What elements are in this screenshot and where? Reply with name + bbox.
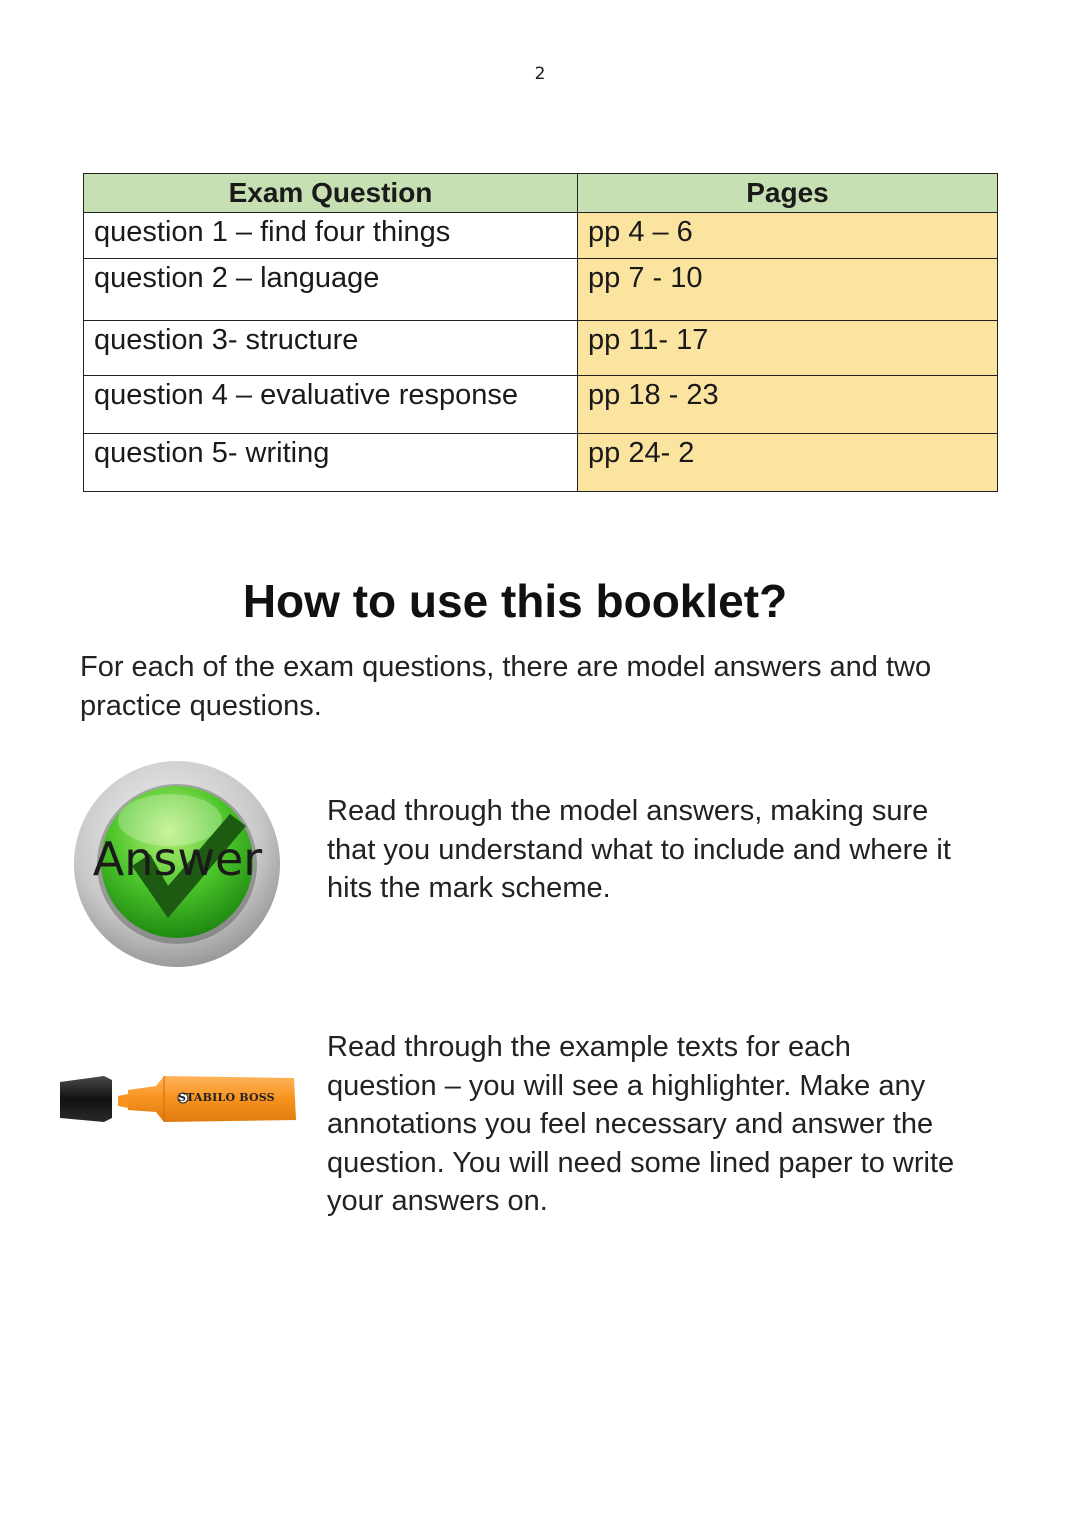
table-row [84,213,998,259]
header-exam-question: Exam Question [84,174,578,213]
question-cell: question 5- writing [84,434,578,492]
answer-icon-label: Answer [92,832,263,886]
table-row [84,376,998,434]
section-heading: How to use this booklet? [242,575,788,627]
pages-cell: pp 4 – 6 [578,213,998,259]
model-answers-instruction: Read through the model answers, making sure that you understand what to include and where it hits the mark scheme. [327,795,951,904]
table-row [84,434,998,492]
table-row [84,259,998,321]
header-pages: Pages [578,174,998,213]
page-number: 2 [534,64,546,84]
pages-cell: pp 7 - 10 [578,259,998,321]
pages-cell: pp 24- 2 [578,434,998,492]
question-cell: question 3- structure [84,321,578,376]
contents-table [83,173,998,492]
question-cell: question 2 – language [84,259,578,321]
question-cell: question 4 – evaluative response [84,376,578,434]
pages-cell: pp 11- 17 [578,321,998,376]
highlighter-brand-label: STABILO BOSS [178,1091,275,1104]
table-row [84,321,998,376]
question-cell: question 1 – find four things [84,213,578,259]
intro-paragraph: For each of the exam questions, there are model answers and two practice questions. [80,651,932,722]
highlighter-instruction: Read through the example texts for each question – you will see a highlighter. Make any annotations you feel necessary and answer the question. You will need some lined paper to write your answers on. [327,1031,955,1217]
pages-cell: pp 18 - 23 [578,376,998,434]
table-header-row [84,174,998,213]
